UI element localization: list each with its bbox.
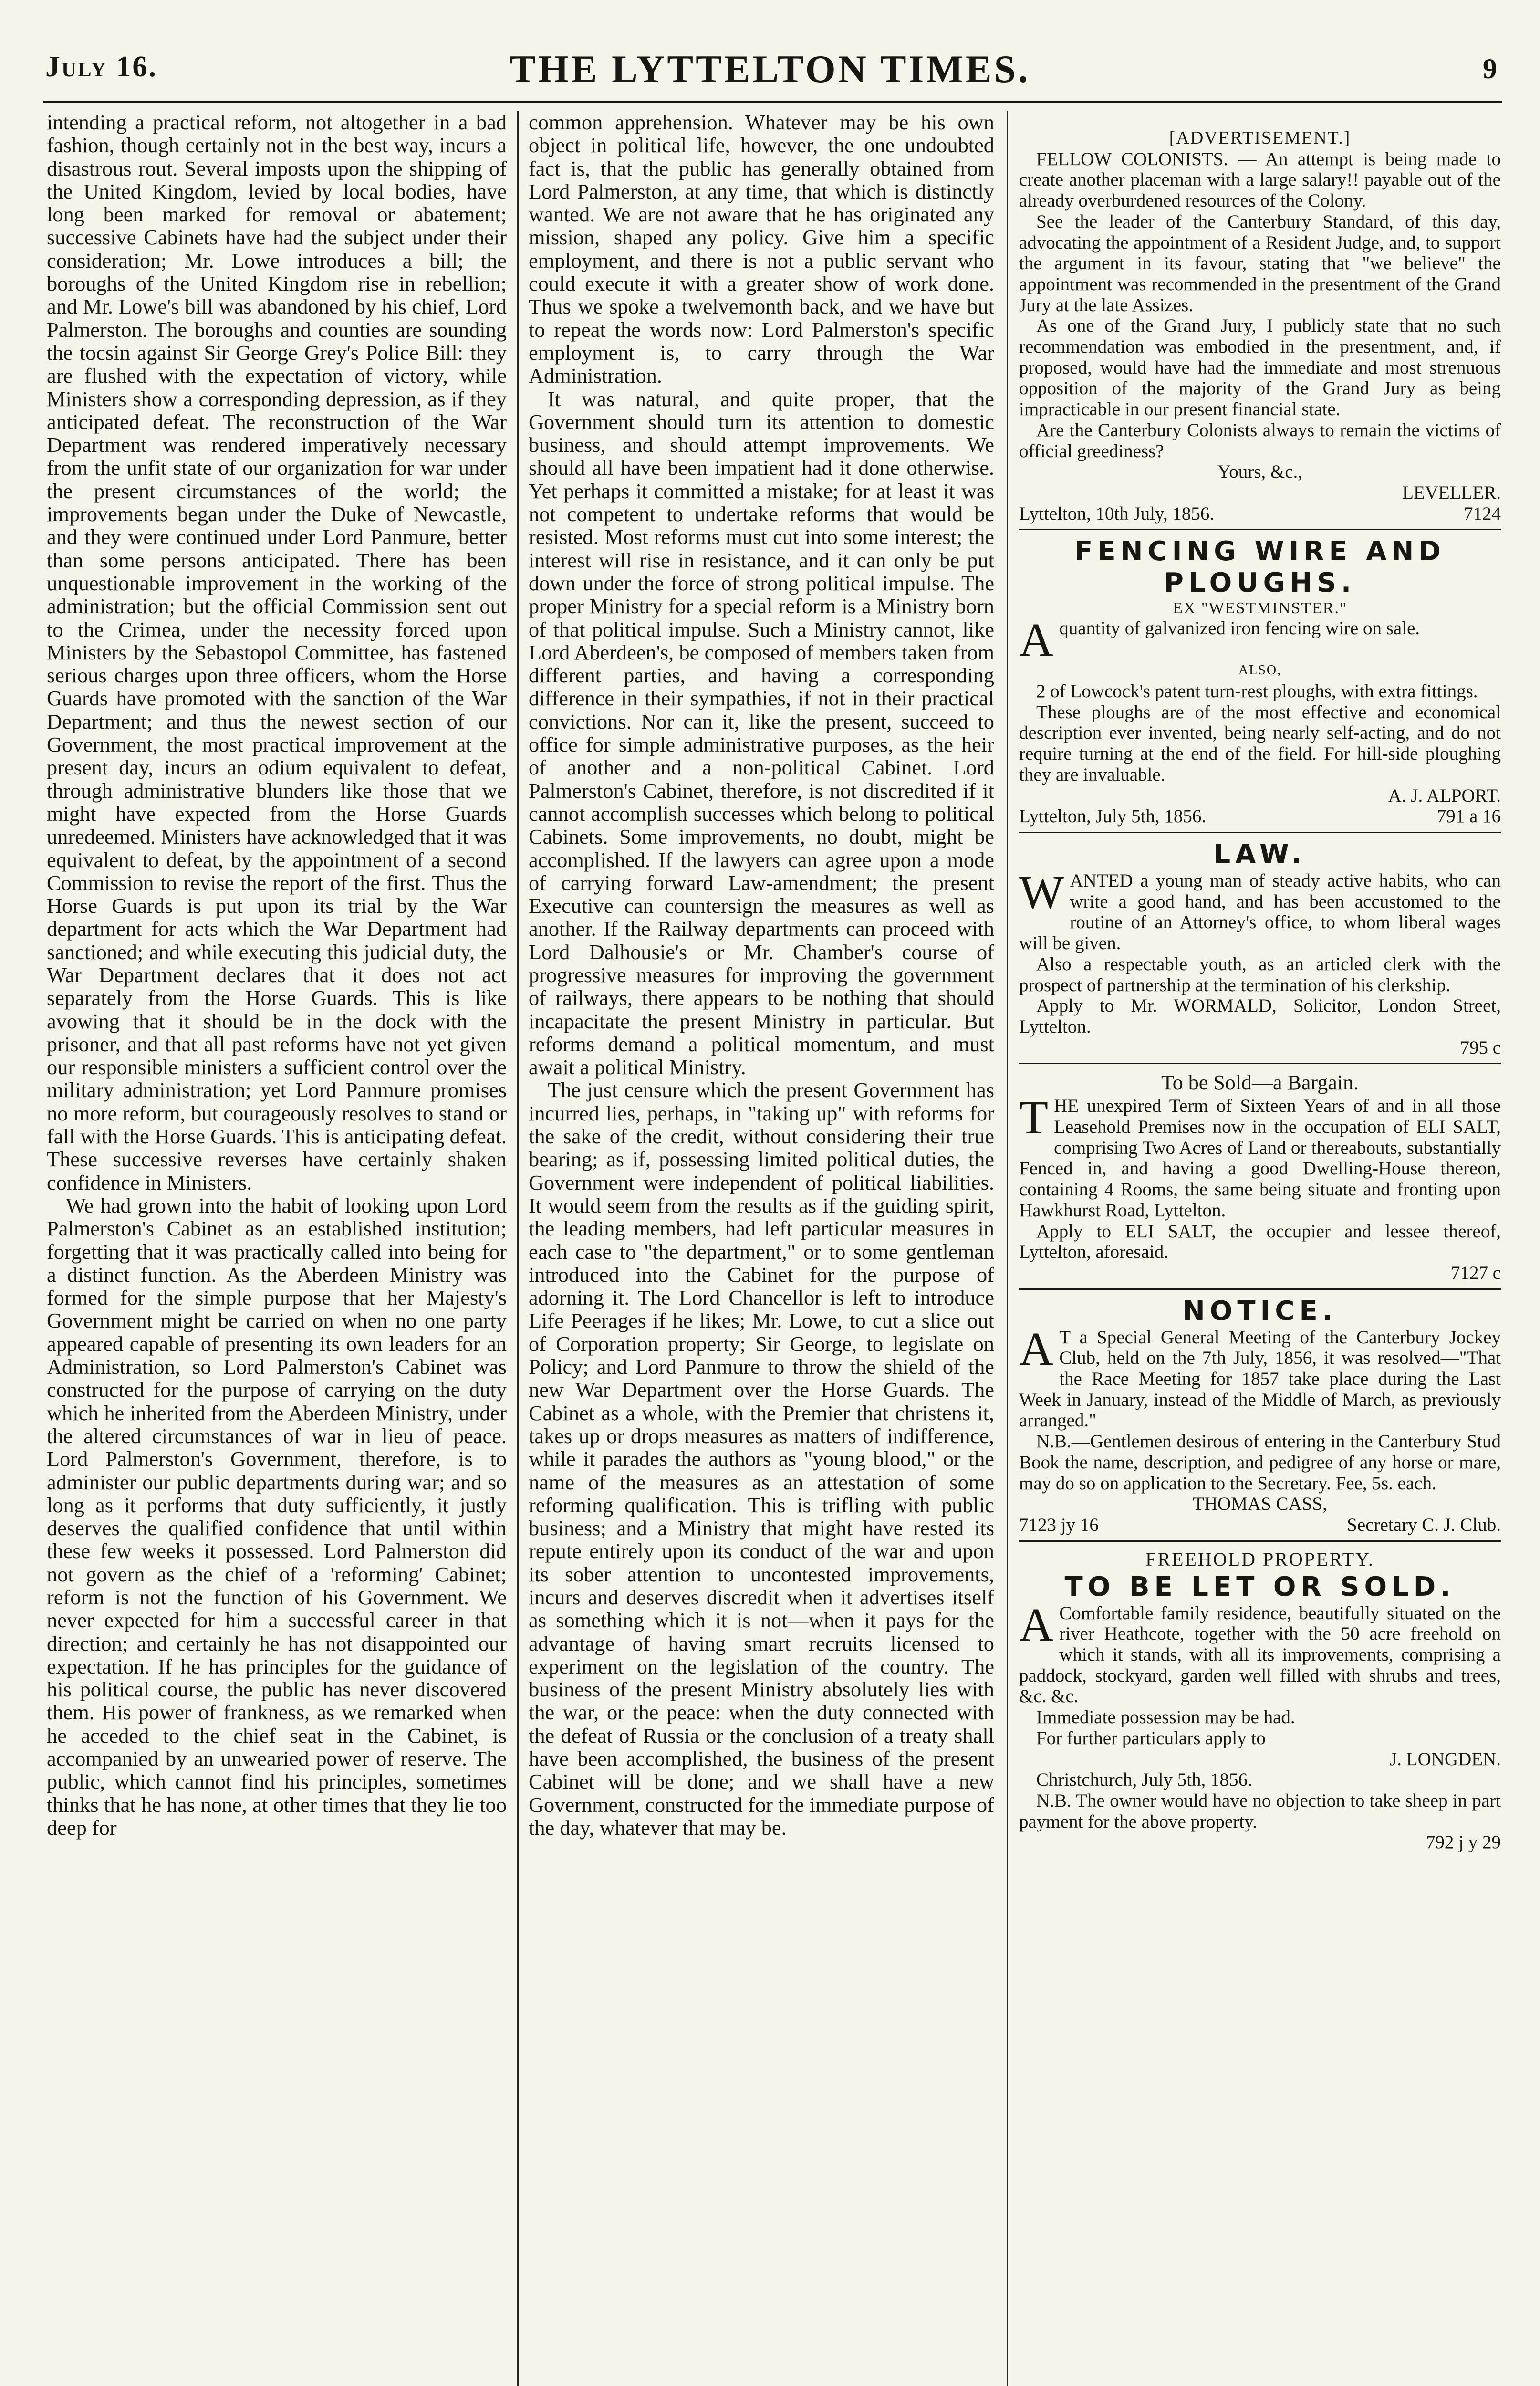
ad-leveller-letter bbox=[1019, 128, 1501, 524]
article-paragraph: common apprehension. Whatever may be his own object in political life, however, the one undoubted fact is, that the public has generally obtained from Lord Palmerston, at any time, that which is distinctly wanted. We are not aware that he has originated any mission, shaped any policy. Give him a specific employment, and there is not a public servant who could execute it with a greater show of work done. Thus we spoke a twelvemonth back, and we have but to repeat the words now: Lord Palmerston's specific employment is, to carry through the War Administration. bbox=[529, 111, 994, 388]
ad-text: ANTED a young man of steady active habits, who can write a good hand, and has been accustomed to the routine of an Attorney's office, to whom liberal wages will be given. bbox=[1019, 870, 1501, 954]
drop-cap: A bbox=[1019, 1598, 1054, 1651]
ad-divider bbox=[1019, 1540, 1501, 1542]
ad-paragraph: Apply to ELI SALT, the occupier and lessee thereof, Lyttelton, aforesaid. bbox=[1019, 1221, 1501, 1263]
ad-paragraph: 2 of Lowcock's patent turn-rest ploughs, with extra fittings. bbox=[1036, 681, 1478, 702]
ad-paragraph: Christchurch, July 5th, 1856. bbox=[1036, 1769, 1252, 1790]
ad-headline: NOTICE. bbox=[1182, 1295, 1338, 1327]
ad-paragraph: FELLOW COLONISTS. — An attempt is being made to create another placeman with a large salary!! payable out of the already overburdened resources of the Colony. bbox=[1019, 148, 1501, 211]
ad-paragraph: N.B.—Gentlemen desirous of entering in the Canterbury Stud Book the name, description, and pedigree of any horse or mare, may do so on application to the Secretary. Fee, 5s. each. bbox=[1019, 1431, 1501, 1494]
ad-paragraph bbox=[1019, 1091, 1501, 1221]
ad-signature: J. LONGDEN. bbox=[1390, 1748, 1501, 1769]
ad-dateline: Lyttelton, 10th July, 1856. bbox=[1019, 503, 1215, 524]
ad-text: T a Special General Meeting of the Canterbury Jockey Club, held on the 7th July, 1856, it was resolved—"That the Race Meeting for 1857 take place during the Last Week in January, instead of the Middle of March, as previously arranged." bbox=[1019, 1327, 1501, 1431]
ad-headline: LAW. bbox=[1213, 838, 1307, 870]
ad-text: quantity of galvanized iron fencing wire on sale. bbox=[1059, 618, 1420, 639]
ad-jockey-club-notice bbox=[1019, 1296, 1501, 1536]
masthead bbox=[0, 0, 1540, 110]
ad-dateline: Lyttelton, July 5th, 1856. bbox=[1019, 806, 1207, 827]
ad-closing: Yours, &c., bbox=[1217, 461, 1303, 482]
ad-headline: FENCING WIRE AND PLOUGHS. bbox=[1074, 536, 1446, 599]
drop-cap: W bbox=[1019, 865, 1064, 919]
ad-divider bbox=[1019, 1063, 1501, 1064]
ad-paragraph bbox=[1019, 865, 1501, 954]
column-3-advertisements bbox=[1019, 128, 1501, 2386]
article-paragraph: The just censure which the present Government has incurred lies, perhaps, in "taking up" with reforms for the sake of the credit, without considering their true bearing; as if, possessing limited political duties, the Government were independent of political liabilities. It would seem from the results as if the guiding spirit, the leading members, had left particular measures in each case to "the department," or to some gentleman introduced into the Cabinet for the purpose of adorning it. The Lord Chancellor is left to introduce Life Peerages if he likes; Mr. Lowe, to cut a slice out of Corporation property; Sir George, to legislate on Policy; and Lord Panmure to throw the shield of the new War Department over the Horse Guards. The Cabinet as a whole, with the Premier that christens it, takes up or drops measures as matters of indifference, while it parades the authors as "young blood," or the name of the measures as an attestation of some reforming qualification. This is trifling with public business; and a Ministry that might have rested its repute entirely upon its conduct of the war and upon its sober attention to uncontested improvements, incurs and deserves discredit when it advertises itself as something which it is not—when it pays for the advantage of having smart recruits licensed to experiment on the legislation of the country. The business of the present Ministry absolutely lies with the war, or the peace: when the duty connected with the defeat of Russia or the conclusion of a treaty shall have been accomplished, the business of the present Cabinet will be done; and we shall have a new Government, constructed for the immediate purpose of the day, whatever that may be. bbox=[529, 1078, 994, 1840]
ad-paragraph bbox=[1019, 1598, 1501, 1707]
ad-role: Secretary C. J. Club. bbox=[1347, 1514, 1501, 1535]
ad-ref: 7124 bbox=[1464, 503, 1501, 524]
issue-date: July 16. bbox=[45, 51, 157, 83]
ad-paragraph: Apply to Mr. WORMALD, Solicitor, London Street, Lyttelton. bbox=[1019, 995, 1501, 1037]
drop-cap: T bbox=[1019, 1091, 1049, 1144]
ad-signature: THOMAS CASS, bbox=[1193, 1494, 1327, 1515]
ad-bargain bbox=[1019, 1070, 1501, 1283]
ad-law bbox=[1019, 839, 1501, 1058]
ad-footer bbox=[1019, 806, 1501, 827]
ad-paragraph: Immediate possession may be had. bbox=[1036, 1707, 1295, 1728]
ad-freehold-property bbox=[1019, 1548, 1501, 1853]
newspaper-title: THE LYTTELTON TIMES. bbox=[510, 47, 1030, 91]
ad-paragraph: N.B. The owner would have no objection to take sheep in part payment for the above property. bbox=[1019, 1790, 1501, 1832]
ad-signature: A. J. ALPORT. bbox=[1388, 785, 1501, 806]
drop-cap: A bbox=[1019, 613, 1054, 667]
ad-headline: FREEHOLD PROPERTY. bbox=[1145, 1548, 1374, 1570]
column-2 bbox=[529, 111, 994, 2386]
ad-paragraph: These ploughs are of the most effective and economical description ever invented, being nearly self-acting, and do not require turning at the end of the field. For hill-side ploughing they are invaluable. bbox=[1019, 701, 1501, 785]
ad-also: ALSO, bbox=[1238, 663, 1282, 678]
ad-paragraph: As one of the Grand Jury, I publicly state that no such recommendation was embodied in the presentment, and, if proposed, would have had the immediate and most strenuous opposition of the majority of the Grand Jury as being impracticable in our present financial state. bbox=[1019, 315, 1501, 420]
ad-signature: LEVELLER. bbox=[1402, 482, 1501, 503]
ad-ref: 791 a 16 bbox=[1436, 806, 1501, 827]
ad-label: [ADVERTISEMENT.] bbox=[1169, 128, 1351, 148]
ad-text: Comfortable family residence, beautifully situated on the river Heathcote, together with the 50 acre freehold on which it stands, with all its improvements, comprising a paddock, stockyard, garden well filled with shrubs and trees, &c. &c. bbox=[1019, 1602, 1501, 1707]
ad-paragraph: Are the Canterbury Colonists always to remain the victims of official greediness? bbox=[1019, 419, 1501, 461]
ad-ref: 795 c bbox=[1460, 1037, 1501, 1058]
ad-ref: 7123 jy 16 bbox=[1019, 1514, 1099, 1535]
ad-fencing-wire bbox=[1019, 536, 1501, 827]
column-divider bbox=[1007, 111, 1008, 2386]
article-paragraph: It was natural, and quite proper, that the Government should turn its attention to domestic business, and should attempt improvements. We should all have been impatient had it done otherwise. Yet perhaps it committed a mistake; for at least it was not competent to undertake reforms that would be resisted. Most reforms must cut into some interest; the interest will rise in resistance, and it can only be put down under the force of strong political impulse. The proper Ministry for a special reform is a Ministry born of that political impulse. Such a Ministry cannot, like Lord Aberdeen's, be composed of members taken from different parties, and having a corresponding difference in their sympathies, if not in their practical convictions. Nor can it, like the present, succeed to office for simple administrative purposes, as the heir of another and a non-political Cabinet. Lord Palmerston's Cabinet, therefore, is not discredited if it cannot accomplish successes which belong to political Cabinets. Some improvements, no doubt, might be accomplished. If the lawyers can agree upon a mode of carrying forward Law-amendment; the present Executive can countersign the measures as well as another. If the Railway departments can proceed with Lord Dalhousie's or Mr. Chamber's course of progressive measures for improving the government of railways, there appears to be nothing that should incapacitate the present Ministry in particular. But reforms demand a political momentum, and must await a political Ministry. bbox=[529, 387, 994, 1079]
ad-paragraph: For further particulars apply to bbox=[1036, 1727, 1266, 1748]
ad-divider bbox=[1019, 832, 1501, 833]
ad-subheadline: EX "WESTMINSTER." bbox=[1173, 599, 1347, 617]
article-paragraph: intending a practical reform, not altogether in a bad fashion, though certainly not in the best way, incurs a disastrous rout. Several imposts upon the shipping of the United Kingdom, levied by local bodies, have long been marked for removal or abatement; successive Cabinets have had the subject under their consideration; Mr. Lowe introduces a bill; the boroughs of the United Kingdom rise in rebellion; and Mr. Lowe's bill was abandoned by his chief, Lord Palmerston. The boroughs and counties are sounding the tocsin against Sir George Grey's Police Bill: they are flushed with the expectation of victory, while Ministers show a corresponding depression, as if they anticipated defeat. The reconstruction of the War Department was rendered imperatively necessary from the unfit state of our organization for war under the present circumstances of the world; the improvements began under the Duke of Newcastle, and they were continued under Lord Panmure, better than some persons anticipated. There has been unquestionable improvement in the working of the administration; but the official Commission sent out to the Crimea, under the necessity forced upon Ministers by the Sebastopol Committee, has fastened serious charges upon three officers, whom the Horse Guards have promoted with the sanction of the War Department; and thus the newest section of our Government, the most practical improvement at the present day, incurs an odium equivalent to defeat, through administrative blunders like those that we might have expected from the Horse Guards unredeemed. Ministers have acknowledged that it was equivalent to defeat, by the appointment of a second Commission to revise the report of the first. Thus the Horse Guards is put upon its trial by the War department for acts which the War Department had sanctioned; and while executing this judicial duty, the War Department declares that it does not act separately from the Horse Guards. This is like avowing that it should be in the dock with the prisoner, and that all past reforms have not yet given our responsible ministers a sufficient control over the military administration; yet Lord Panmure promises no more reform, but courageously resolves to stand or fall with the Horse Guards. This is anticipating defeat. These successive reverses have certainly shaken confidence in Ministers. bbox=[47, 111, 507, 1194]
ad-ref: 792 j y 29 bbox=[1426, 1832, 1501, 1853]
ad-footer bbox=[1019, 503, 1501, 524]
ad-paragraph: Also a respectable youth, as an articled clerk with the prospect of partnership at the termination of his clerkship. bbox=[1019, 953, 1501, 995]
ad-paragraph: See the leader of the Canterbury Standard, of this day, advocating the appointment of a Resident Judge, and, to support the argument in its favour, stating that "we believe" the appointment was recommended in the presentment of the Grand Jury at the late Assizes. bbox=[1019, 211, 1501, 315]
column-divider bbox=[517, 111, 519, 2386]
column-1 bbox=[47, 111, 507, 2386]
ad-divider bbox=[1019, 1288, 1501, 1290]
ad-footer bbox=[1019, 1515, 1501, 1536]
ad-paragraph bbox=[1019, 1322, 1501, 1432]
masthead-rule bbox=[43, 101, 1502, 103]
ad-paragraph bbox=[1019, 613, 1501, 667]
page-number: 9 bbox=[1483, 53, 1497, 84]
article-paragraph: We had grown into the habit of looking upon Lord Palmerston's Cabinet as an established institution; forgetting that it was practically called into being for a distinct function. As the Aberdeen Ministry was formed for the simple purpose that her Majesty's Government might be carried on when no one party appeared capable of presenting its own leaders for an Administration, so Lord Palmerston's Cabinet was constructed for the purpose of carrying on the duty which he inherited from the Aberdeen Ministry, under the altered circumstances of war in lieu of peace. Lord Palmerston's Government, therefore, is to administer our public departments during war; and so long as it performs that duty sufficiently, it justly deserves the qualified confidence that until within these few weeks it possessed. Lord Palmerston did not govern as the chief of a 'reforming' Cabinet; reform is not the function of his Government. We never expected for him a successful career in that direction; and certainly he has not disappointed our expectation. If he has principles for the guidance of his political course, the public has never discovered them. His power of frankness, as we remarked when he acceded to the chief seat in the Cabinet, is accompanied by an unwearied power of reserve. The public, which cannot find his principles, sometimes thinks that he has none, at other times that they lie too deep for bbox=[47, 1193, 507, 1840]
drop-cap: A bbox=[1019, 1322, 1054, 1375]
ad-headline: To be Sold—a Bargain. bbox=[1161, 1071, 1359, 1095]
ad-ref: 7127 c bbox=[1450, 1262, 1501, 1283]
ad-divider bbox=[1019, 529, 1501, 530]
ad-subheadline: TO BE LET OR SOLD. bbox=[1064, 1571, 1456, 1602]
ad-text: HE unexpired Term of Sixteen Years of and in all those Leasehold Premises now in the occupation of ELI SALT, comprising Two Acres of Land or thereabouts, substantially Fenced in, and having a good Dwelling-House thereon, containing 4 Rooms, the same being situate and fronting upon Hawkhurst Road, Lyttelton. bbox=[1019, 1096, 1501, 1221]
